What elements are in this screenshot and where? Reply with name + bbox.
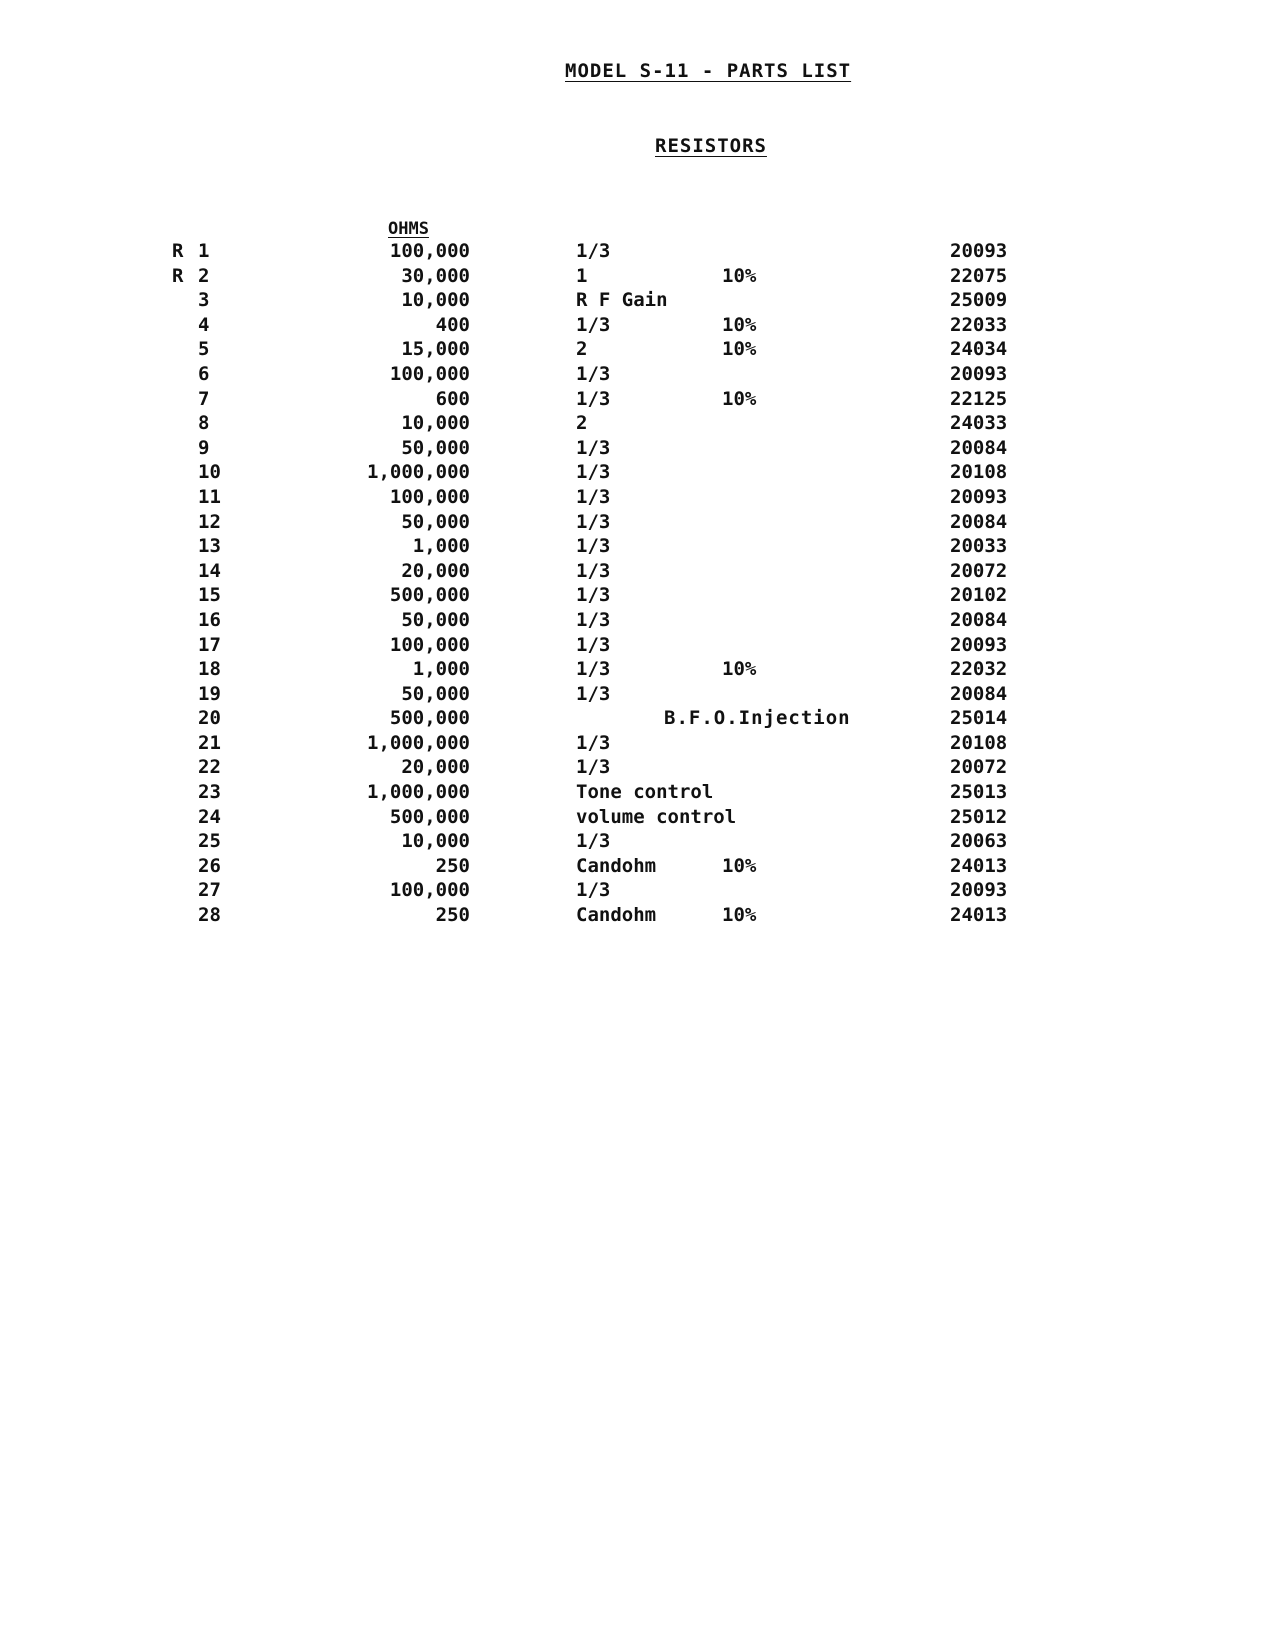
table-row bbox=[0, 511, 1275, 536]
table-row bbox=[0, 609, 1275, 634]
resistor-number: 14 bbox=[198, 559, 221, 582]
wattage-or-description: 1/3 bbox=[576, 510, 611, 533]
table-row bbox=[0, 781, 1275, 806]
resistor-number: 4 bbox=[198, 313, 210, 336]
resistor-number: 21 bbox=[198, 731, 221, 754]
table-row bbox=[0, 830, 1275, 855]
table-row bbox=[0, 535, 1275, 560]
table-row bbox=[0, 240, 1275, 265]
page-title: MODEL S-11 - PARTS LIST bbox=[565, 60, 852, 82]
part-number: 25013 bbox=[950, 781, 1008, 804]
part-number: 24034 bbox=[950, 338, 1008, 361]
resistor-number: 19 bbox=[198, 682, 221, 705]
ohms-value: 1,000,000 bbox=[367, 461, 470, 484]
part-number: 20093 bbox=[950, 362, 1008, 385]
row-prefix: R bbox=[172, 264, 184, 287]
part-number: 22075 bbox=[950, 264, 1008, 287]
resistor-number: 3 bbox=[198, 289, 210, 312]
ohms-value: 50,000 bbox=[401, 608, 470, 631]
table-row bbox=[0, 879, 1275, 904]
resistor-number: 11 bbox=[198, 485, 221, 508]
part-number: 20084 bbox=[950, 682, 1008, 705]
resistor-number: 17 bbox=[198, 633, 221, 656]
wattage-or-description: volume control bbox=[576, 805, 737, 828]
ohms-value: 50,000 bbox=[401, 436, 470, 459]
part-number: 20084 bbox=[950, 608, 1008, 631]
ohms-value: 20,000 bbox=[401, 559, 470, 582]
wattage-or-description: Candohm bbox=[576, 854, 657, 877]
table-row bbox=[0, 265, 1275, 290]
wattage-or-description: 1/3 bbox=[576, 240, 611, 262]
ohms-value: 50,000 bbox=[401, 682, 470, 705]
ohms-value: 1,000,000 bbox=[367, 731, 470, 754]
table-row bbox=[0, 756, 1275, 781]
table-row bbox=[0, 707, 1275, 732]
part-number: 20093 bbox=[950, 633, 1008, 656]
wattage-or-description: 1/3 bbox=[576, 313, 611, 336]
part-number: 25014 bbox=[950, 707, 1008, 730]
part-number: 25009 bbox=[950, 289, 1008, 312]
resistor-number: 2 bbox=[198, 264, 210, 287]
tolerance: 10% bbox=[722, 854, 757, 877]
resistor-number: 15 bbox=[198, 584, 221, 607]
part-number: 22033 bbox=[950, 313, 1008, 336]
resistor-number: 23 bbox=[198, 781, 221, 804]
part-number: 25012 bbox=[950, 805, 1008, 828]
part-number: 20084 bbox=[950, 436, 1008, 459]
table-row bbox=[0, 461, 1275, 486]
table-row bbox=[0, 584, 1275, 609]
part-number: 20072 bbox=[950, 559, 1008, 582]
table-row bbox=[0, 904, 1275, 929]
ohms-value: 50,000 bbox=[401, 510, 470, 533]
table-row bbox=[0, 363, 1275, 388]
wattage-or-description: 1/3 bbox=[576, 658, 611, 681]
wattage-or-description: Candohm bbox=[576, 904, 657, 927]
part-number: 20108 bbox=[950, 461, 1008, 484]
resistor-number: 12 bbox=[198, 510, 221, 533]
table-row bbox=[0, 560, 1275, 585]
section-heading: RESISTORS bbox=[655, 135, 767, 157]
wattage-or-description: Tone control bbox=[576, 781, 714, 804]
table-row bbox=[0, 289, 1275, 314]
wattage-or-description: 1/3 bbox=[576, 535, 611, 558]
wattage-or-description: 1/3 bbox=[576, 362, 611, 385]
wattage-or-description: 1/3 bbox=[576, 436, 611, 459]
ohms-value: 10,000 bbox=[401, 830, 470, 853]
wattage-or-description: 1/3 bbox=[576, 731, 611, 754]
table-row bbox=[0, 658, 1275, 683]
wattage-or-description: 1/3 bbox=[576, 485, 611, 508]
part-number: 20033 bbox=[950, 535, 1008, 558]
wattage-or-description: 1/3 bbox=[576, 756, 611, 779]
part-number: 20108 bbox=[950, 731, 1008, 754]
wattage-or-description: 2 bbox=[576, 412, 588, 435]
ohms-value: 400 bbox=[435, 313, 470, 336]
part-number: 20093 bbox=[950, 240, 1008, 262]
part-number: 24013 bbox=[950, 904, 1008, 927]
resistor-number: 6 bbox=[198, 362, 210, 385]
ohms-value: 100,000 bbox=[389, 362, 470, 385]
part-number: 20063 bbox=[950, 830, 1008, 853]
table-row bbox=[0, 314, 1275, 339]
resistor-number: 26 bbox=[198, 854, 221, 877]
resistor-number: 13 bbox=[198, 535, 221, 558]
wattage-or-description: 1/3 bbox=[576, 879, 611, 902]
ohms-value: 500,000 bbox=[389, 805, 470, 828]
resistor-number: 16 bbox=[198, 608, 221, 631]
part-number: 20102 bbox=[950, 584, 1008, 607]
resistor-number: 28 bbox=[198, 904, 221, 927]
resistor-number: 5 bbox=[198, 338, 210, 361]
wattage-or-description: 2 bbox=[576, 338, 588, 361]
ohms-value: 250 bbox=[435, 854, 470, 877]
wattage-or-description: 1/3 bbox=[576, 608, 611, 631]
ohms-value: 500,000 bbox=[389, 584, 470, 607]
wattage-or-description: 1/3 bbox=[576, 461, 611, 484]
resistor-number: 10 bbox=[198, 461, 221, 484]
table-row bbox=[0, 732, 1275, 757]
ohms-column-header: OHMS bbox=[388, 219, 429, 239]
ohms-value: 15,000 bbox=[401, 338, 470, 361]
wattage-or-description: 1/3 bbox=[576, 559, 611, 582]
resistor-number: 7 bbox=[198, 387, 210, 410]
ohms-value: 1,000,000 bbox=[367, 781, 470, 804]
part-number: 20093 bbox=[950, 485, 1008, 508]
resistor-number: 20 bbox=[198, 707, 221, 730]
ohms-value: 30,000 bbox=[401, 264, 470, 287]
part-number: 24013 bbox=[950, 854, 1008, 877]
ohms-value: 250 bbox=[435, 904, 470, 927]
ohms-value: 100,000 bbox=[389, 633, 470, 656]
wattage-or-description: 1 bbox=[576, 264, 588, 287]
ohms-value: 500,000 bbox=[389, 707, 470, 730]
ohms-value: 100,000 bbox=[389, 879, 470, 902]
tolerance: 10% bbox=[722, 338, 757, 361]
tolerance: 10% bbox=[722, 387, 757, 410]
table-row bbox=[0, 806, 1275, 831]
table-row bbox=[0, 437, 1275, 462]
ohms-value: 10,000 bbox=[401, 412, 470, 435]
row-prefix: R bbox=[172, 240, 184, 262]
resistor-number: 18 bbox=[198, 658, 221, 681]
resistor-number: 24 bbox=[198, 805, 221, 828]
table-row bbox=[0, 412, 1275, 437]
tolerance: 10% bbox=[722, 313, 757, 336]
ohms-value: 100,000 bbox=[389, 485, 470, 508]
wattage-or-description: 1/3 bbox=[576, 682, 611, 705]
table-row bbox=[0, 486, 1275, 511]
wattage-or-description: 1/3 bbox=[576, 584, 611, 607]
table-row bbox=[0, 855, 1275, 880]
resistor-number: 25 bbox=[198, 830, 221, 853]
part-number: 22032 bbox=[950, 658, 1008, 681]
part-number: 24033 bbox=[950, 412, 1008, 435]
resistor-number: 1 bbox=[198, 240, 210, 262]
wattage-or-description: B.F.O.Injection bbox=[664, 707, 851, 730]
tolerance: 10% bbox=[722, 264, 757, 287]
part-number: 20093 bbox=[950, 879, 1008, 902]
ohms-value: 600 bbox=[435, 387, 470, 410]
wattage-or-description: 1/3 bbox=[576, 830, 611, 853]
wattage-or-description: R F Gain bbox=[576, 289, 668, 312]
ohms-value: 1,000 bbox=[412, 535, 470, 558]
resistor-number: 8 bbox=[198, 412, 210, 435]
resistor-number: 27 bbox=[198, 879, 221, 902]
part-number: 22125 bbox=[950, 387, 1008, 410]
ohms-value: 1,000 bbox=[412, 658, 470, 681]
ohms-value: 100,000 bbox=[389, 240, 470, 262]
part-number: 20084 bbox=[950, 510, 1008, 533]
resistor-number: 22 bbox=[198, 756, 221, 779]
tolerance: 10% bbox=[722, 904, 757, 927]
resistor-parts-table bbox=[0, 240, 1275, 929]
tolerance: 10% bbox=[722, 658, 757, 681]
wattage-or-description: 1/3 bbox=[576, 387, 611, 410]
table-row bbox=[0, 683, 1275, 708]
wattage-or-description: 1/3 bbox=[576, 633, 611, 656]
table-row bbox=[0, 634, 1275, 659]
part-number: 20072 bbox=[950, 756, 1008, 779]
table-row bbox=[0, 388, 1275, 413]
ohms-value: 20,000 bbox=[401, 756, 470, 779]
resistor-number: 9 bbox=[198, 436, 210, 459]
ohms-value: 10,000 bbox=[401, 289, 470, 312]
table-row bbox=[0, 338, 1275, 363]
